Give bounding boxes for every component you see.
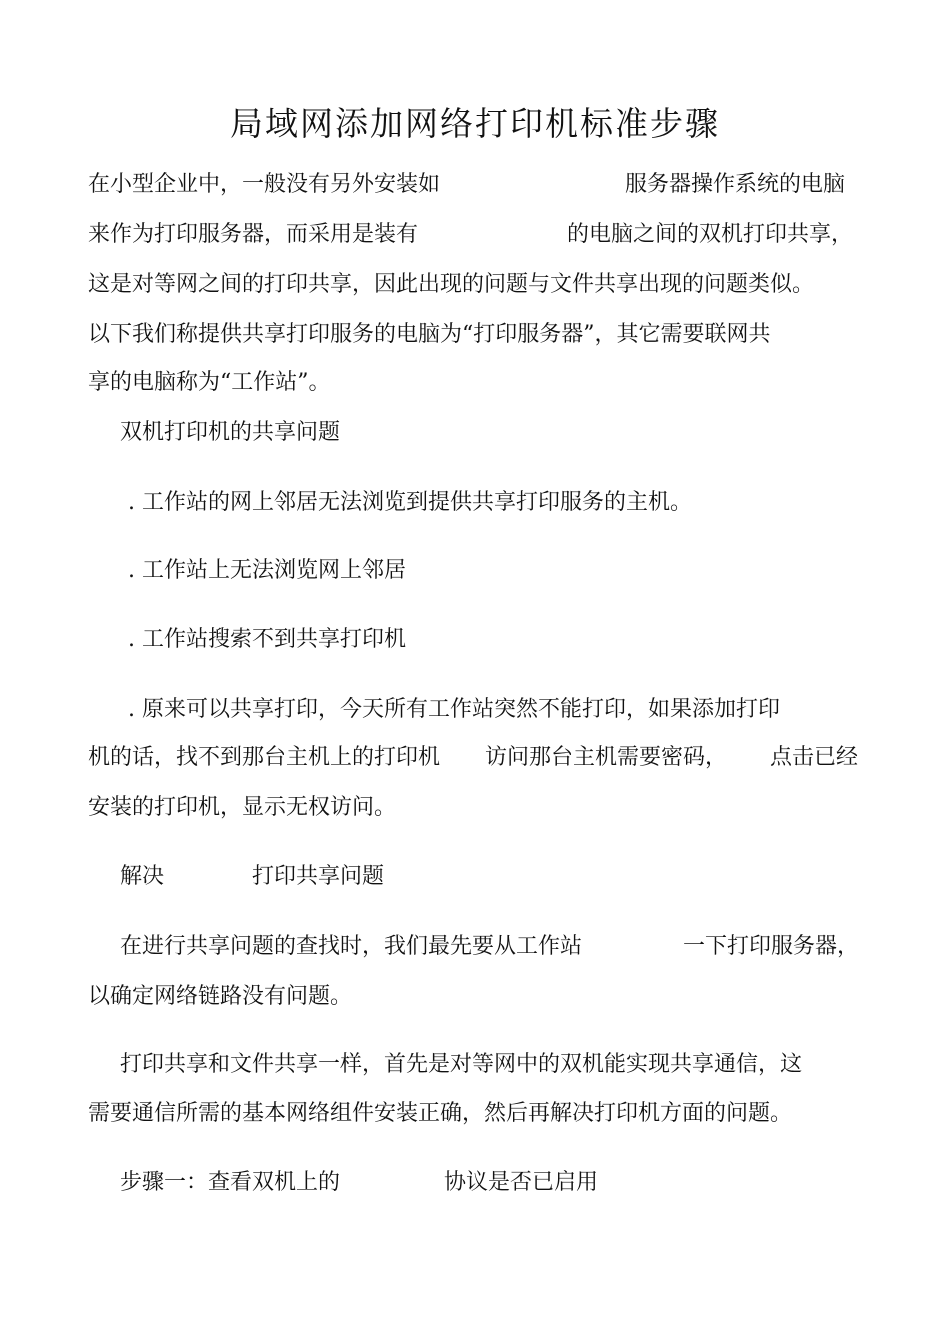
intro-line-2-part-a: 来作为打印服务器，而采用是装有 xyxy=(88,222,419,247)
para2-line-1: 打印共享和文件共享一样，首先是对等网中的双机能实现共享通信，这 xyxy=(120,1052,803,1077)
step1-heading-part-a: 步骤一：查看双机上的 xyxy=(120,1170,341,1195)
problem-item-4-line-2-part-c: 点击已经 xyxy=(770,745,859,770)
problem-item-1: . 工作站的网上邻居无法浏览到提供共享打印服务的主机。 xyxy=(128,490,692,515)
problem-item-3: . 工作站搜索不到共享打印机 xyxy=(128,627,406,652)
document-title: 局域网添加网络打印机标准步骤 xyxy=(230,104,720,143)
solve-heading-part-a: 解决 xyxy=(120,864,165,889)
problems-heading: 双机打印机的共享问题 xyxy=(120,420,341,445)
para1-line-1-part-b: 一下打印服务器， xyxy=(683,934,860,959)
intro-line-2-part-b: 的电脑之间的双机打印共享， xyxy=(567,222,854,247)
para1-line-2: 以确定网络链路没有问题。 xyxy=(88,984,353,1009)
para1-line-1-part-a: 在进行共享问题的查找时，我们最先要从工作站 xyxy=(120,934,583,959)
problem-item-2: . 工作站上无法浏览网上邻居 xyxy=(128,558,406,583)
intro-line-3: 这是对等网之间的打印共享，因此出现的问题与文件共享出现的问题类似。 xyxy=(88,272,815,297)
para2-line-2: 需要通信所需的基本网络组件安装正确，然后再解决打印机方面的问题。 xyxy=(88,1101,793,1126)
problem-item-4-line-3: 安装的打印机，显示无权访问。 xyxy=(88,795,397,820)
problem-item-4-line-2-part-b: 访问那台主机需要密码， xyxy=(485,745,728,770)
intro-line-1-part-b: 服务器操作系统的电脑 xyxy=(625,172,846,197)
intro-line-5: 享的电脑称为“工作站”。 xyxy=(88,370,331,395)
problem-item-4-line-2-part-a: 机的话，找不到那台主机上的打印机 xyxy=(88,745,441,770)
intro-line-4: 以下我们称提供共享打印服务的电脑为“打印服务器”，其它需要联网共 xyxy=(88,322,771,347)
step1-heading-part-b: 协议是否已启用 xyxy=(444,1170,599,1195)
intro-line-1-part-a: 在小型企业中，一般没有另外安装如 xyxy=(88,172,441,197)
problem-item-4-line-1: . 原来可以共享打印，今天所有工作站突然不能打印，如果添加打印 xyxy=(128,697,780,722)
solve-heading-part-b: 打印共享问题 xyxy=(252,864,385,889)
